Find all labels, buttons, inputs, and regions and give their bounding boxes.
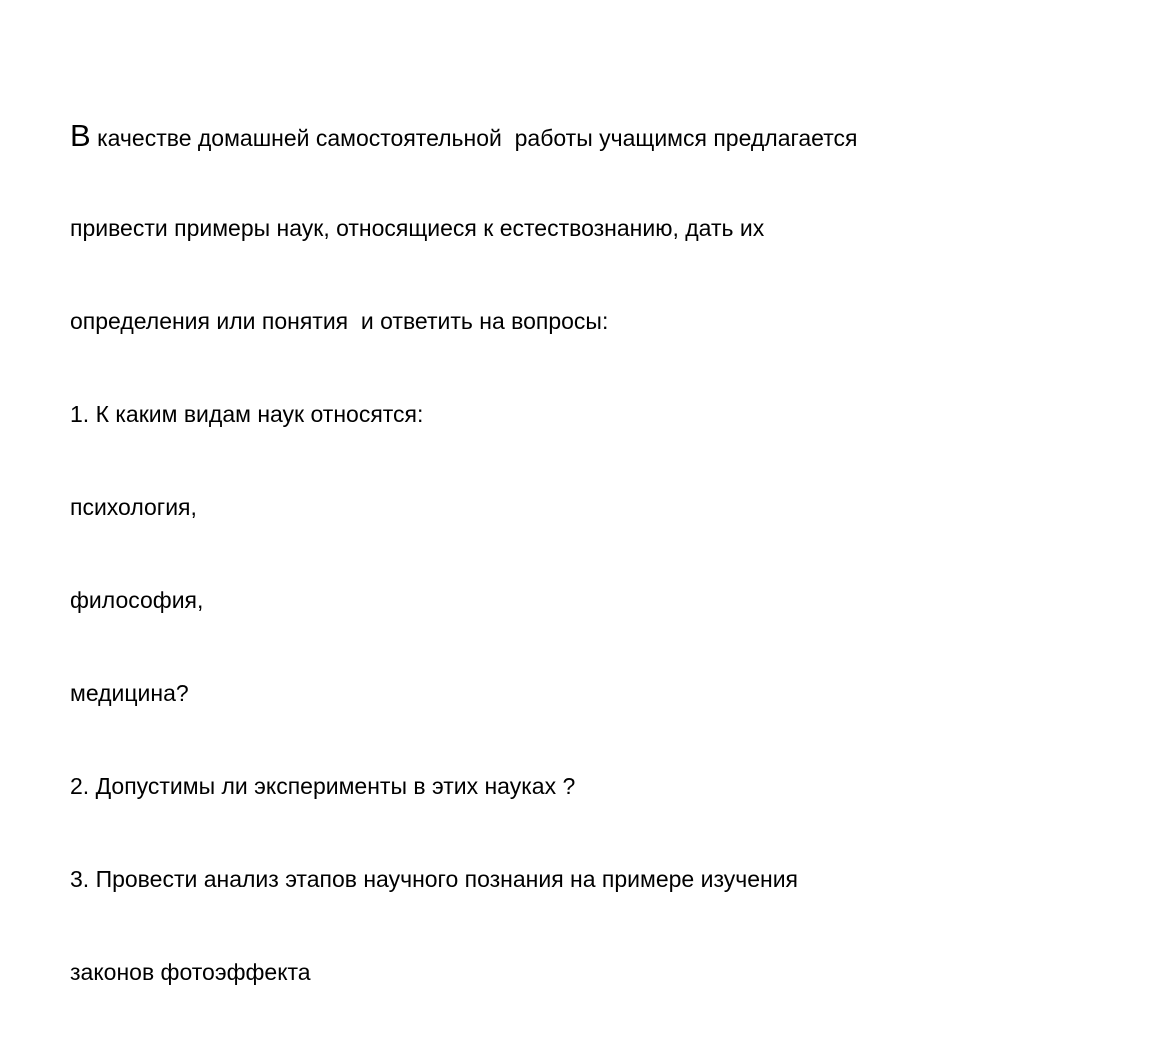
initial-letter: В	[70, 118, 91, 153]
question-1: 1. К каким видам наук относятся:	[70, 401, 424, 427]
text-line: привести примеры наук, относящиеся к естествознанию, дать их	[70, 215, 765, 241]
science-item-psychology: психология,	[70, 494, 197, 520]
question-2: 2. Допустимы ли эксперименты в этих науках ?	[70, 773, 576, 799]
question-3: 3. Провести анализ этапов научного познания на примере изучения	[70, 866, 799, 892]
assignment-text	[70, 58, 1070, 1050]
science-item-philosophy: философия,	[70, 587, 204, 613]
question-3-continued: законов фотоэффекта	[70, 959, 311, 985]
science-item-medicine: медицина?	[70, 680, 189, 706]
text-line: определения или понятия и ответить на вопросы:	[70, 308, 609, 334]
text-line	[70, 120, 1070, 151]
line-text: качестве домашней самостоятельной работы учащимся предлагается	[90, 125, 858, 151]
